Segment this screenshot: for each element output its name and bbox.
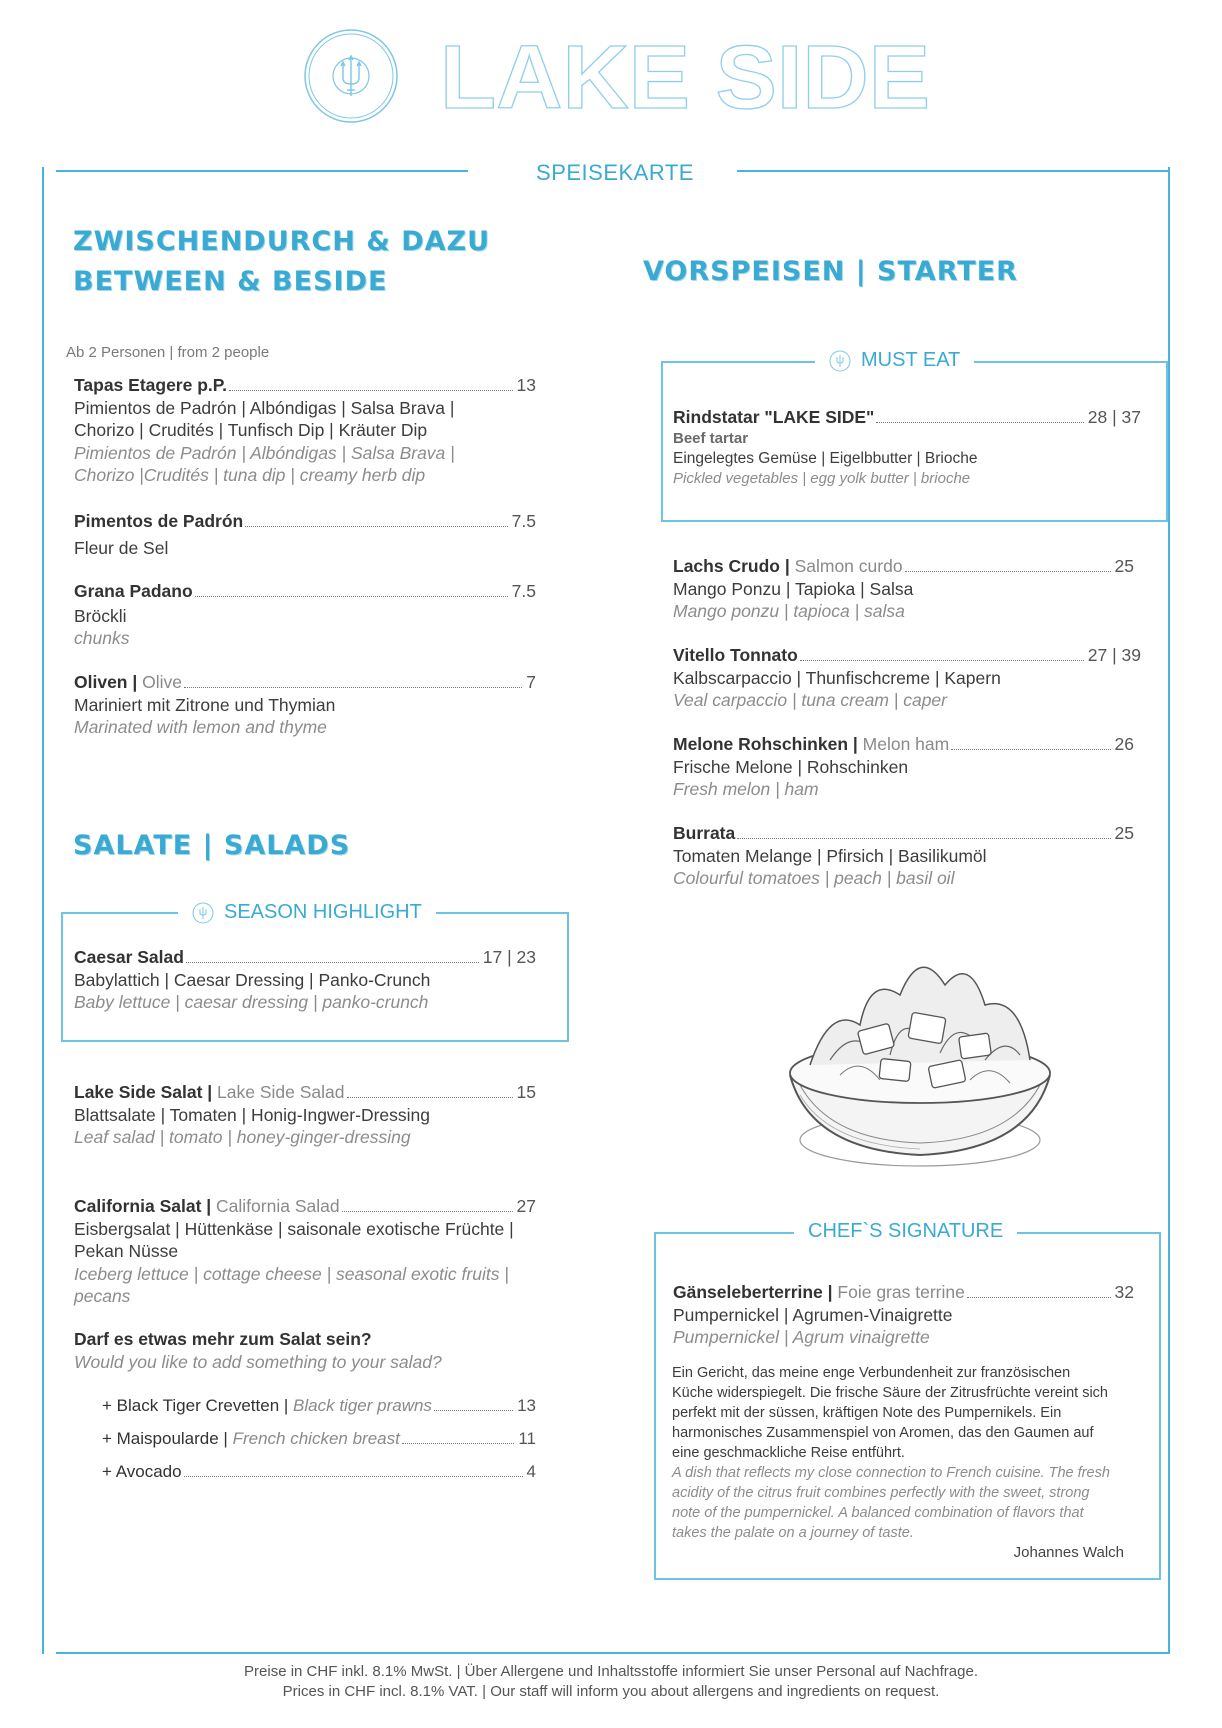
- menu-item-gaenseleber: Gänseleberterrine | Foie gras terrine 32 Pumpernickel | Agrumen-Vinaigrette Pumpernickel | Agrum vinaigrette: [673, 1282, 1134, 1347]
- trident-logo-icon: [303, 28, 399, 124]
- brand-wordmark: [440, 38, 940, 114]
- menu-item-pimentos: Pimentos de Padrón 7.5 Fleur de Sel: [74, 511, 536, 558]
- tapas-note: Ab 2 Personen | from 2 people: [66, 344, 270, 361]
- chef-signature-title: CHEF`S SIGNATURE: [794, 1220, 1017, 1243]
- svg-text:LAKE SIDE: LAKE SIDE: [440, 38, 930, 114]
- menu-item-rindstatar: Rindstatar "LAKE SIDE" 28 | 37 Beef tartar Eingelegtes Gemüse | Eigelbbutter | Brioche Pickled vegetables | egg yolk butter | brioche: [673, 407, 1141, 487]
- section-title-between: [73, 222, 490, 302]
- menu-item-melone: Melone Rohschinken | Melon ham 26 Frische Melone | Rohschinken Fresh melon | ham: [673, 734, 1134, 799]
- addon-prawns: + Black Tiger Crevetten | Black tiger prawns 13: [102, 1396, 536, 1415]
- addon-avocado: + Avocado 4: [102, 1462, 536, 1481]
- salad-addon-question: Darf es etwas mehr zum Salat sein? Would you like to add something to your salad?: [74, 1329, 442, 1372]
- menu-item-vitello: Vitello Tonnato 27 | 39 Kalbscarpaccio | Thunfischcreme | Kapern Veal carpaccio | tuna cream | caper: [673, 645, 1141, 710]
- section-title-starter: VORSPEISEN | STARTER: [643, 256, 1018, 287]
- season-highlight-title: SEASON HIGHLIGHT: [178, 901, 436, 924]
- menu-item-lakeside-salad: Lake Side Salat | Lake Side Salad 15 Blattsalate | Tomaten | Honig-Ingwer-Dressing Leaf salad | tomato | honey-ginger-dressing: [74, 1082, 536, 1147]
- frame-bottom-line: [56, 1652, 1168, 1654]
- frame-left-line: [42, 167, 44, 1654]
- section-title-en: BETWEEN & BESIDE: [73, 266, 388, 297]
- menu-item-california-salad: California Salat | California Salad 27 Eisbergsalat | Hüttenkäse | saisonale exotische Früchte | Pekan Nüsse Iceberg lettuce | cottage cheese | seasonal exotic fruits | pecans: [74, 1196, 536, 1306]
- menu-item-burrata: Burrata 25 Tomaten Melange | Pfirsich | Basilikumöl Colourful tomatoes | peach | basil oil: [673, 823, 1134, 888]
- frame-right-line: [1168, 167, 1170, 1654]
- must-eat-title: MUST EAT: [815, 349, 974, 372]
- trident-badge-icon: [829, 350, 851, 372]
- footer-notice: [0, 1662, 1222, 1702]
- menu-item-lachs: Lachs Crudo | Salmon curdo 25 Mango Ponzu | Tapioka | Salsa Mango ponzu | tapioca | salsa: [673, 556, 1134, 621]
- menu-item-grana: Grana Padano 7.5 Bröckli chunks: [74, 581, 536, 648]
- frame-top-line-right: [737, 170, 1168, 172]
- section-title-salads: SALATE | SALADS: [73, 830, 351, 861]
- section-title-de: ZWISCHENDURCH & DAZU: [73, 226, 490, 257]
- chef-signature-name: Johannes Walch: [1013, 1544, 1124, 1561]
- chef-story: Ein Gericht, das meine enge Verbundenheit zur französischen Küche widerspiegelt. Die frische Säure der Zitrusfrüchte vereint sich perfekt mit der süssen, kräftigen Note des Pumpernikels. Ein harmonisches Zusammenspiel von Aromen, das den Gaumen auf eine geschmackliche Reise entführt. A dish that reflects my close connection to French cuisine. The fresh acidity of the citrus fruit combines perfectly with the sweet, strong note of the pumpernickel. A balanced combination of flavors that takes the palate on a journey of taste.: [672, 1365, 1110, 1541]
- footer-line-en: Prices in CHF incl. 8.1% VAT. | Our staff will inform you about allergens and ingredients on request.: [282, 1683, 940, 1700]
- trident-badge-icon: [192, 902, 214, 924]
- salad-bowl-illustration: [770, 935, 1070, 1175]
- menu-heading: SPEISEKARTE: [536, 160, 694, 185]
- menu-item-tapas: Tapas Etagere p.P. 13 Pimientos de Padrón | Albóndigas | Salsa Brava | Chorizo | Crudités | Tunfisch Dip | Kräuter Dip Pimientos de Padrón | Albóndigas | Salsa Brava | Chorizo |Crudités | tuna dip | creamy herb dip: [74, 375, 536, 485]
- footer-line-de: Preise in CHF inkl. 8.1% MwSt. | Über Allergene und Inhaltsstoffe informiert Sie unser Personal auf Nachfrage.: [244, 1663, 978, 1680]
- menu-item-oliven: Oliven | Olive 7 Mariniert mit Zitrone und Thymian Marinated with lemon and thyme: [74, 672, 536, 737]
- frame-top-line-left: [56, 170, 468, 172]
- addon-chicken: + Maispoularde | French chicken breast 11: [102, 1429, 536, 1448]
- menu-item-caesar: Caesar Salad 17 | 23 Babylattich | Caesar Dressing | Panko-Crunch Baby lettuce | caesar dressing | panko-crunch: [74, 947, 536, 1012]
